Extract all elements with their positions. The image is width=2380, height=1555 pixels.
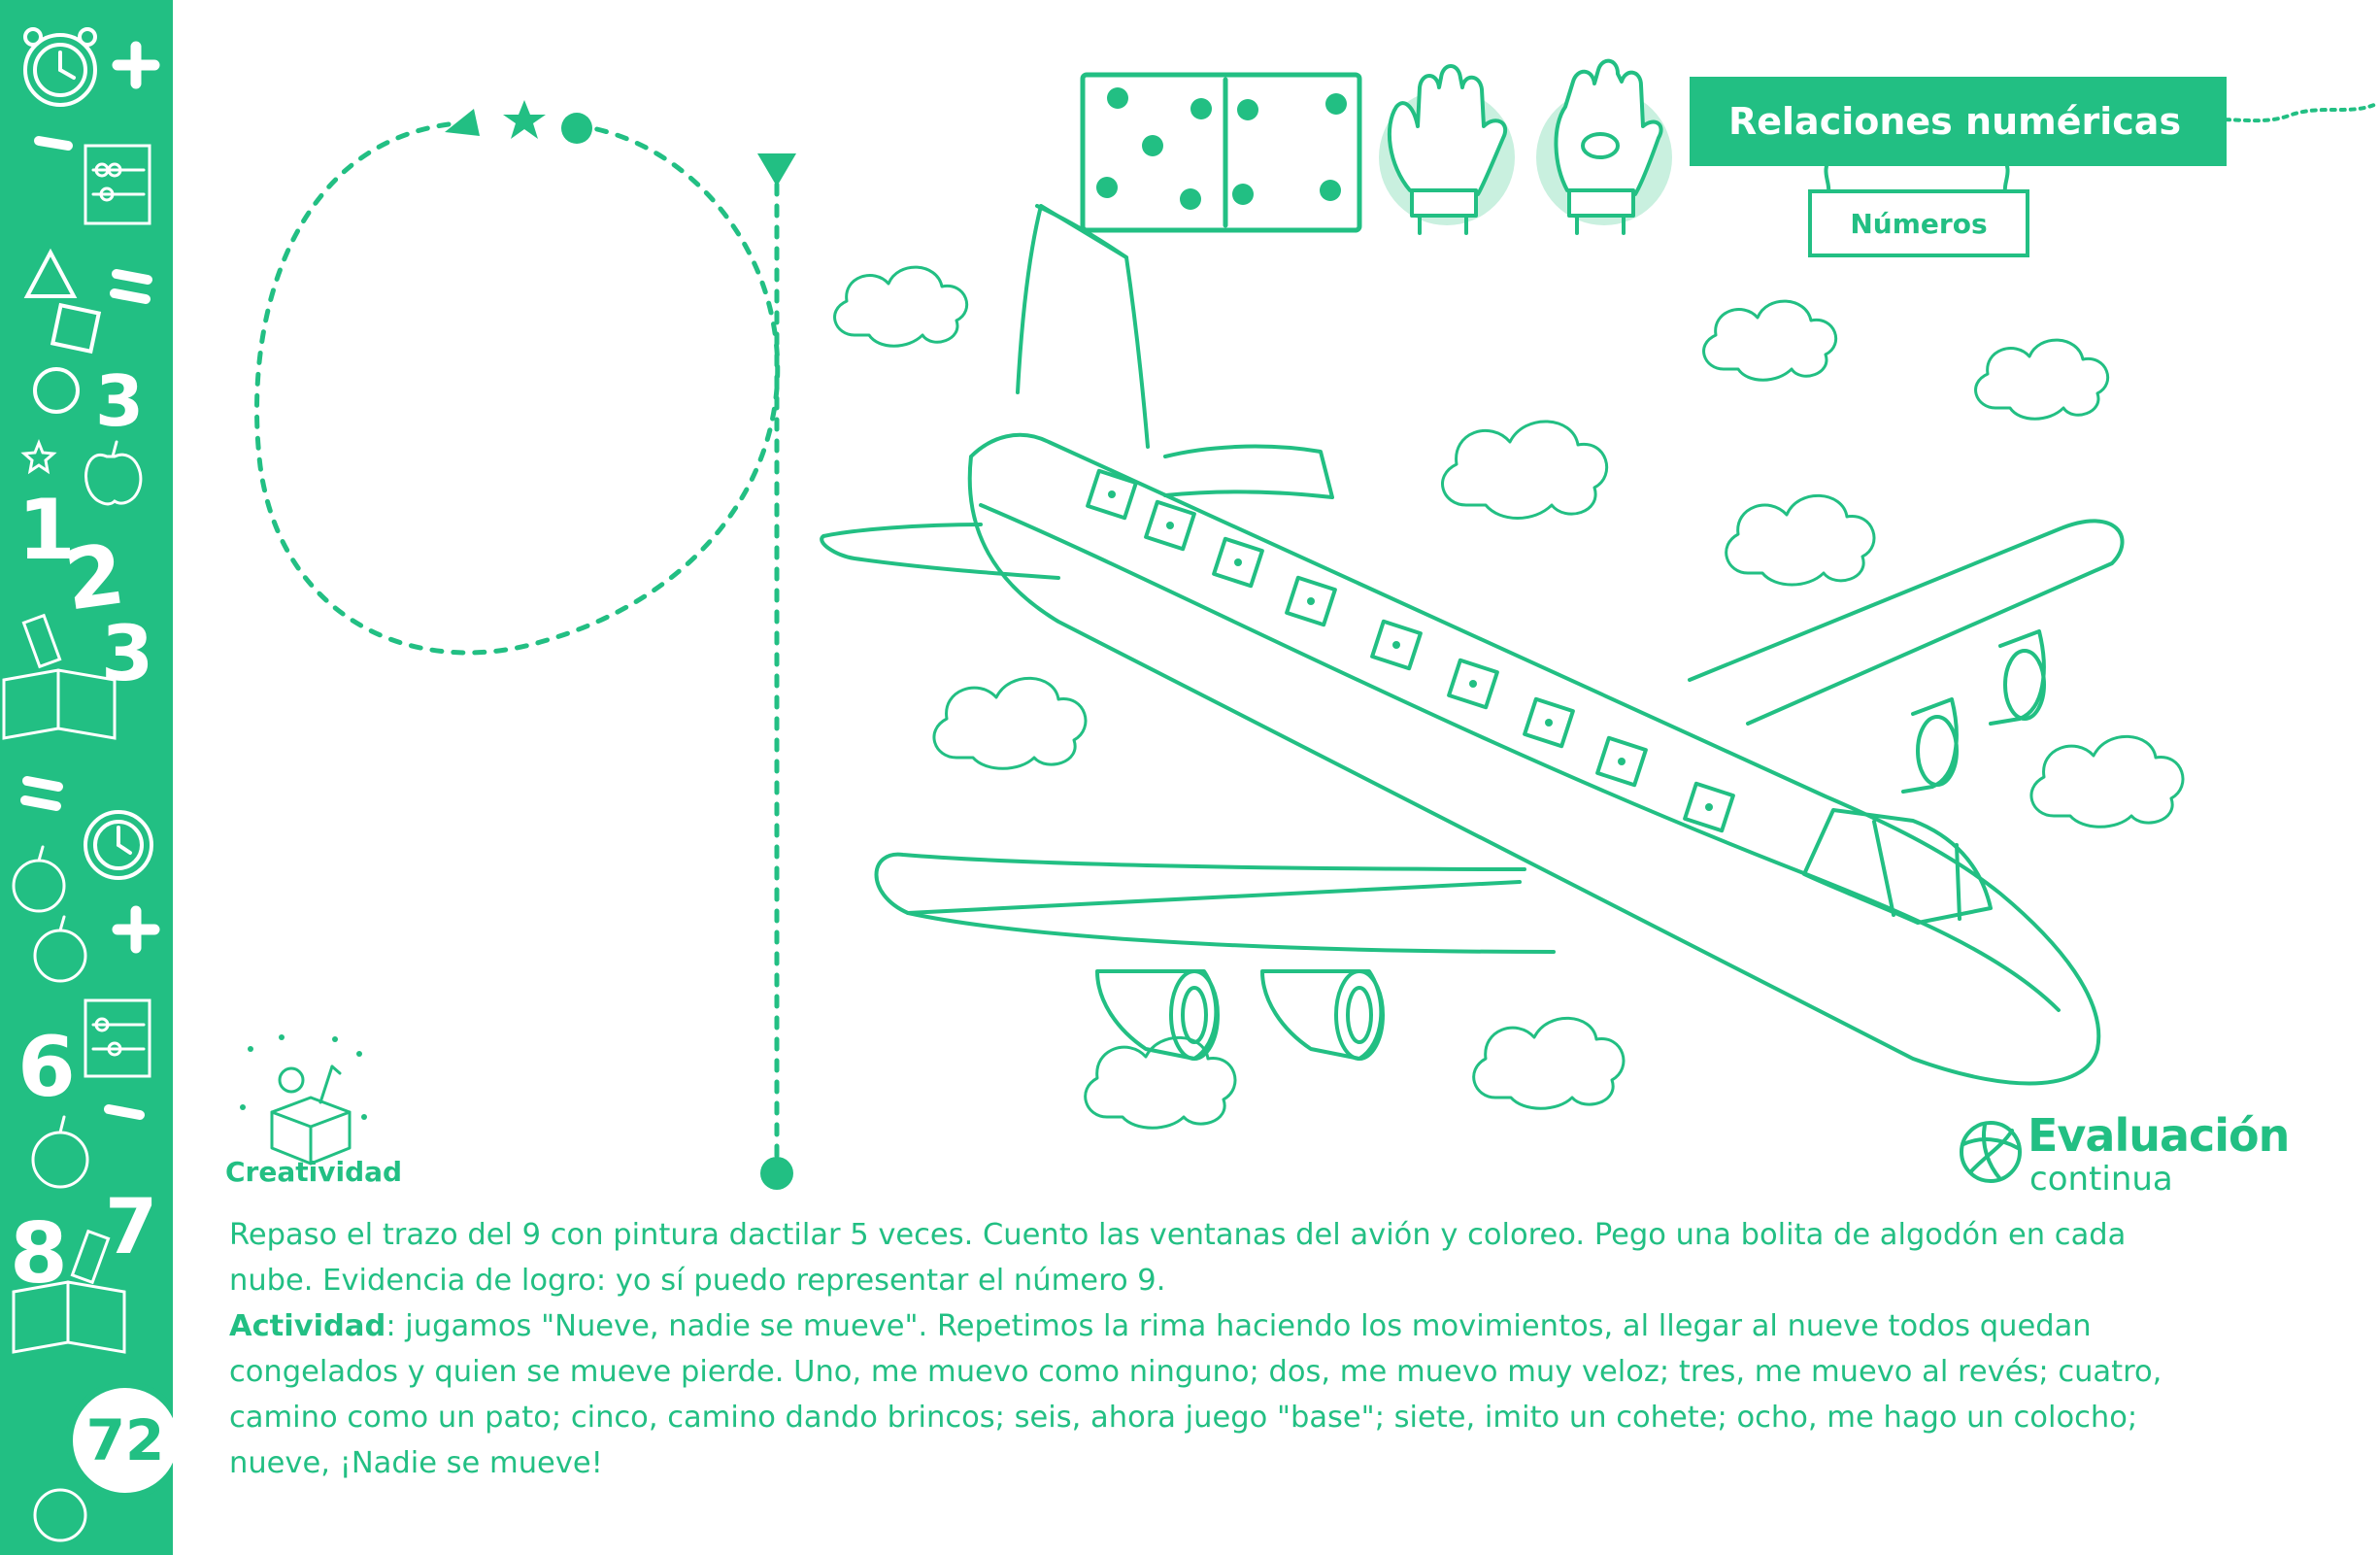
instructions-text	[229, 1212, 2200, 1486]
activity-paragraph	[229, 1303, 2200, 1486]
star-icon	[503, 100, 546, 139]
globe-icon	[1961, 1123, 2020, 1181]
sidebar-number: 3	[101, 611, 154, 698]
cloud-icon	[1726, 495, 1874, 585]
cloud-icon	[1976, 340, 2108, 419]
domino-icon	[1083, 75, 1359, 230]
sidebar-number: 1	[17, 482, 76, 579]
evaluacion-subtitle: continua	[2029, 1160, 2173, 1199]
cloud-icon	[1474, 1018, 1624, 1108]
page-number: 72	[66, 1381, 173, 1500]
dot-marker-icon	[561, 113, 592, 144]
cloud-icon	[1443, 422, 1607, 519]
cloud-icon	[1704, 301, 1836, 380]
sidebar-number: 6	[17, 1019, 76, 1116]
hand-icon	[1379, 66, 1515, 233]
cloud-icon	[2031, 736, 2183, 827]
creatividad-label: Creatividad	[225, 1156, 403, 1188]
airplane-windows	[1088, 471, 1733, 831]
section-subtitle: Números	[1808, 189, 2029, 257]
activity-text: : jugamos "Nueve, nadie se mueve". Repetimos la rima haciendo los movimientos, al llegar al nueve todos quedan congelados y quien se mueve pierde. Uno, me muevo como ninguno; dos, me muevo muy veloz; tres, me muevo al revés; cuatro, camino como un pato; cinco, camino dando brincos; seis, ahora juego "base"; siete, imito un cohete; ocho, me hago un colocho; nueve, ¡Nadie se mueve!	[229, 1309, 2162, 1480]
hand-icon	[1536, 61, 1672, 233]
arrow-down-icon	[757, 153, 796, 186]
sidebar-number: 7	[105, 1184, 158, 1271]
activity-label: Actividad	[229, 1309, 386, 1343]
section-title: Relaciones numéricas	[1690, 77, 2227, 166]
evaluacion-title: Evaluación	[2028, 1109, 2290, 1162]
airplane-illustration	[821, 206, 2122, 1083]
cloud-icon	[835, 267, 967, 346]
gift-box-icon	[240, 1034, 367, 1164]
number-nine-tracing	[257, 100, 796, 1190]
sidebar-number: 2	[58, 525, 130, 630]
sidebar-number: 8	[10, 1205, 68, 1302]
instruction-paragraph: Repaso el trazo del 9 con pintura dactilar 5 veces. Cuento las ventanas del avión y coloreo. Pego una bolita de algodón en cada nube. Evidencia de logro: yo sí puedo representar el número 9.	[229, 1218, 2127, 1298]
sidebar-number: 3	[95, 360, 145, 442]
end-dot-icon	[760, 1157, 793, 1190]
cloud-icon	[934, 678, 1086, 768]
